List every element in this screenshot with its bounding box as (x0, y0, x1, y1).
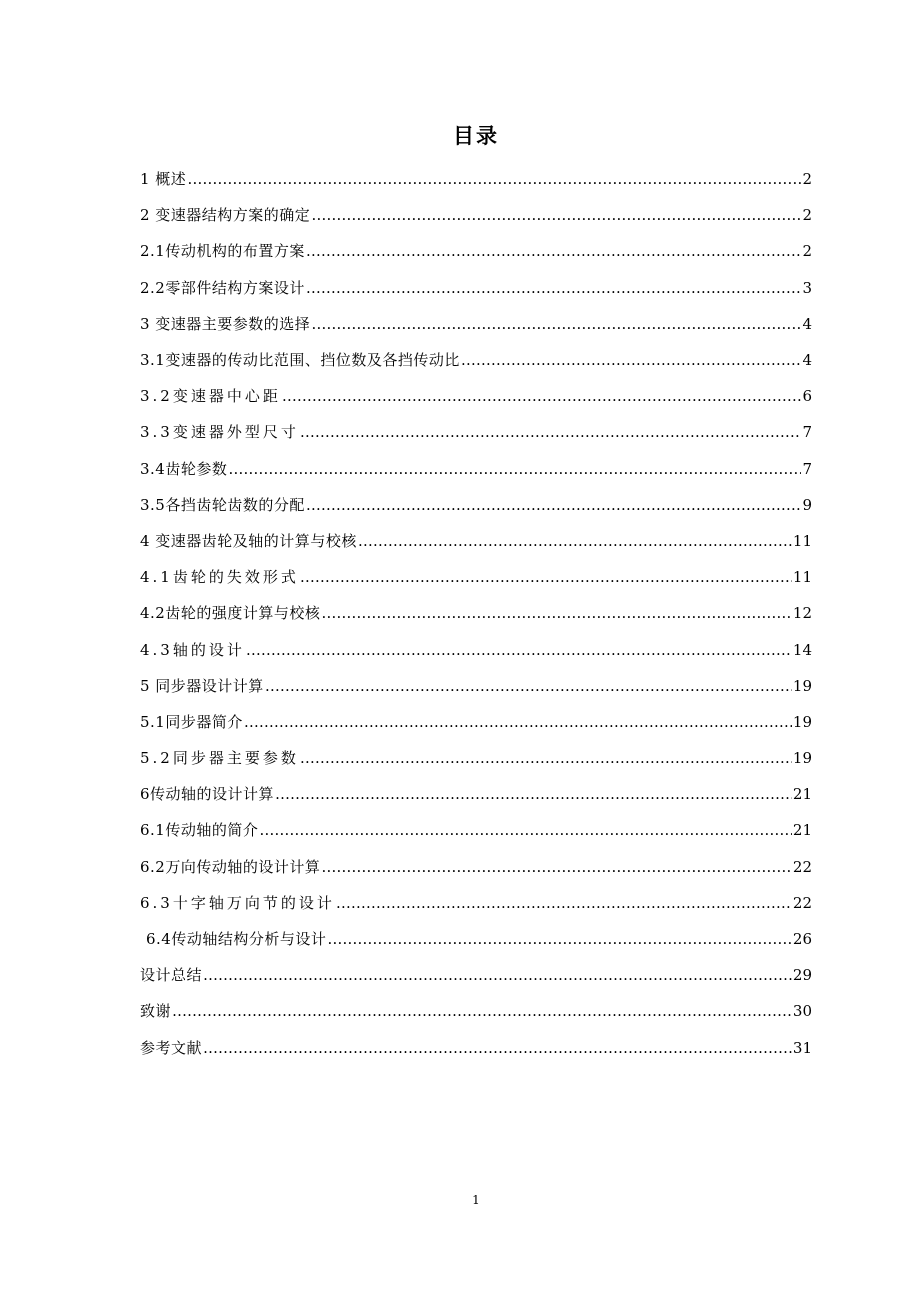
toc-leader-dots (321, 857, 792, 877)
toc-entry-label: 3.1变速器的传动比范围、挡位数及各挡传动比 (140, 351, 460, 370)
footer-page-number: 1 (472, 1193, 480, 1207)
toc-entry[interactable] (140, 849, 812, 885)
toc-entry-page: 31 (792, 1038, 812, 1057)
toc-entry-page: 9 (802, 495, 812, 514)
toc-entry-page: 12 (792, 604, 812, 623)
toc-leader-dots (228, 459, 801, 479)
toc-leader-dots (321, 603, 792, 623)
toc-entry[interactable] (140, 378, 812, 414)
toc-entry-page: 14 (792, 640, 812, 659)
toc-entry-page: 3 (802, 278, 812, 297)
toc-entry[interactable] (140, 921, 812, 957)
toc-entry-page: 22 (792, 857, 812, 876)
toc-entry-page: 29 (792, 966, 812, 985)
toc-entry-page: 21 (792, 785, 812, 804)
toc-entry-page: 19 (792, 749, 812, 768)
toc-entry[interactable] (140, 559, 812, 595)
toc-entry-label: 5 同步器设计计算 (140, 676, 264, 695)
toc-leader-dots (187, 169, 801, 189)
toc-entry-label: 4.3轴的设计 (140, 640, 245, 659)
toc-entry-label: 2.2零部件结构方案设计 (140, 278, 305, 297)
toc-entry-label: 3.2变速器中心距 (140, 387, 281, 406)
toc-entry-page: 2 (802, 242, 812, 261)
toc-entry[interactable] (140, 487, 812, 523)
toc-leader-dots (246, 640, 792, 660)
toc-entry[interactable] (140, 523, 812, 559)
toc-entry[interactable] (140, 957, 812, 993)
toc-entry[interactable] (140, 306, 812, 342)
toc-entry[interactable] (140, 161, 812, 197)
toc-entry-page: 26 (792, 930, 812, 949)
toc-entry-page: 11 (792, 531, 812, 550)
toc-entry[interactable] (140, 812, 812, 848)
toc-leader-dots (306, 241, 802, 261)
toc-leader-dots (172, 1001, 792, 1021)
toc-entry-page: 4 (802, 351, 812, 370)
toc-leader-dots (336, 893, 792, 913)
toc-entry-label: 3.3变速器外型尺寸 (140, 423, 299, 442)
toc-leader-dots (244, 712, 792, 732)
toc-leader-dots (282, 386, 802, 406)
toc-entry[interactable] (140, 993, 812, 1029)
toc-entry[interactable] (140, 197, 812, 233)
toc-entry-label: 3.4齿轮参数 (140, 459, 228, 478)
toc-entry[interactable] (140, 414, 812, 450)
toc-entry-label: 6.2万向传动轴的设计计算 (140, 857, 321, 876)
toc-entry-label: 参考文献 (140, 1038, 203, 1057)
toc-leader-dots (306, 278, 802, 298)
toc-entry[interactable] (140, 668, 812, 704)
toc-entry-page: 7 (802, 459, 812, 478)
toc-leader-dots (265, 676, 792, 696)
toc-entry[interactable] (140, 885, 812, 921)
toc-entry-page: 19 (792, 676, 812, 695)
toc-entry-label: 4.1齿轮的失效形式 (140, 568, 299, 587)
toc-entry-page: 6 (802, 387, 812, 406)
toc-leader-dots (203, 1038, 792, 1058)
toc-entry-label: 3.5各挡齿轮齿数的分配 (140, 495, 305, 514)
toc-leader-dots (461, 350, 802, 370)
toc-entry-label: 3 变速器主要参数的选择 (140, 314, 311, 333)
toc-entry-label: 4 变速器齿轮及轴的计算与校核 (140, 531, 357, 550)
toc-entry[interactable] (140, 776, 812, 812)
toc-entry-label: 设计总结 (140, 966, 203, 985)
toc-entry[interactable] (140, 595, 812, 631)
toc-entry[interactable] (140, 631, 812, 667)
toc-leader-dots (300, 567, 792, 587)
toc-entry-label: 1 概述 (140, 170, 187, 189)
toc-leader-dots (311, 314, 801, 334)
page-title: 目录 (453, 124, 499, 148)
toc-entry-page: 22 (792, 893, 812, 912)
toc-entry[interactable] (140, 233, 812, 269)
toc-entry-page: 4 (802, 314, 812, 333)
toc-entry-page: 7 (802, 423, 812, 442)
toc-entry-page: 11 (792, 568, 812, 587)
toc-entry-label: 6.4传动轴结构分析与设计 (146, 930, 327, 949)
toc-leader-dots (300, 748, 792, 768)
toc-entry-label: 6.3十字轴万向节的设计 (140, 893, 335, 912)
toc-entry-page: 21 (792, 821, 812, 840)
toc-leader-dots (306, 495, 802, 515)
toc-entry-label: 4.2齿轮的强度计算与校核 (140, 604, 321, 623)
toc-leader-dots (327, 929, 792, 949)
toc-leader-dots (300, 422, 802, 442)
toc-entry-page: 19 (792, 712, 812, 731)
toc-entry-page: 2 (802, 170, 812, 189)
toc-entry-page: 30 (792, 1002, 812, 1021)
toc-entry[interactable] (140, 342, 812, 378)
toc-entry-label: 5.2同步器主要参数 (140, 749, 299, 768)
toc-entry-label: 2 变速器结构方案的确定 (140, 206, 311, 225)
toc-leader-dots (358, 531, 792, 551)
toc-leader-dots (311, 205, 801, 225)
toc-leader-dots (259, 820, 792, 840)
toc-entry[interactable] (140, 704, 812, 740)
toc-entry[interactable] (140, 740, 812, 776)
toc-entry-label: 6.1传动轴的简介 (140, 821, 259, 840)
table-of-contents (140, 161, 812, 1066)
toc-entry-label: 2.1传动机构的布置方案 (140, 242, 305, 261)
toc-entry[interactable] (140, 1030, 812, 1066)
toc-entry-label: 6传动轴的设计计算 (140, 785, 275, 804)
toc-leader-dots (203, 965, 792, 985)
toc-entry[interactable] (140, 451, 812, 487)
toc-entry-page: 2 (802, 206, 812, 225)
toc-entry-label: 5.1同步器简介 (140, 712, 243, 731)
toc-entry[interactable] (140, 270, 812, 306)
toc-entry-label: 致谢 (140, 1002, 172, 1021)
toc-leader-dots (275, 784, 792, 804)
